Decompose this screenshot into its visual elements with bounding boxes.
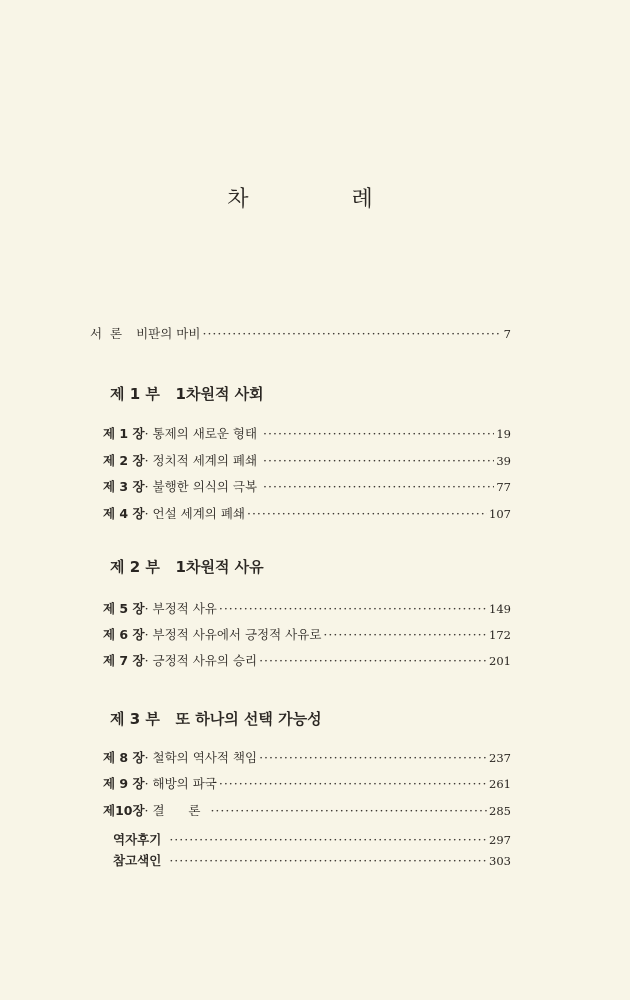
entry-label: 제 1 장 <box>103 426 145 441</box>
dot-leader <box>263 426 494 441</box>
entry-label: 제 3 장 <box>103 479 145 494</box>
entry-label: 제 6 장 <box>103 627 145 642</box>
entry-page: 303 <box>489 854 511 868</box>
entry-title: · 정치적 세계의 폐쇄 <box>144 453 262 468</box>
toc-entry <box>103 651 511 669</box>
part-heading: 제 3 부 또 하나의 선택 가능성 <box>110 710 322 728</box>
entry-page: 19 <box>496 427 511 441</box>
dot-leader <box>169 853 487 868</box>
entry-label: 제 7 장 <box>103 653 145 668</box>
entry-title: · 해방의 파국 <box>144 776 217 791</box>
entry-label: 서 론 <box>90 326 123 341</box>
toc-entry <box>103 424 511 442</box>
entry-label: 제 4 장 <box>103 506 145 521</box>
dot-leader <box>247 506 487 521</box>
toc-entry <box>103 625 511 643</box>
dot-leader <box>263 453 494 468</box>
page-title: 차 례 <box>227 187 421 212</box>
toc-entry <box>103 477 511 495</box>
toc-entry <box>103 599 511 617</box>
entry-label: 역자후기 <box>113 832 162 847</box>
part-heading: 제 1 부 1차원적 사회 <box>110 385 264 403</box>
entry-title: · 통제의 새로운 형태 <box>144 426 262 441</box>
entry-page: 261 <box>489 777 511 791</box>
entry-label: 제10장 <box>103 803 145 818</box>
toc-entry-intro <box>90 324 511 342</box>
entry-title: · 철학의 역사적 책임 <box>144 750 258 765</box>
dot-leader <box>219 776 487 791</box>
entry-page: 149 <box>489 602 511 616</box>
entry-title: 비판의 마비 <box>136 326 201 341</box>
entry-title: · 부정적 사유에서 긍정적 사유로 <box>144 627 322 642</box>
entry-page: 285 <box>489 804 511 818</box>
entry-page: 201 <box>489 654 511 668</box>
part-heading: 제 2 부 1차원적 사유 <box>110 558 264 576</box>
dot-leader <box>263 479 494 494</box>
entry-title: · 부정적 사유 <box>144 601 217 616</box>
entry-page: 77 <box>496 480 511 494</box>
entry-label: 제 8 장 <box>103 750 145 765</box>
entry-page: 297 <box>489 833 511 847</box>
entry-title: · 언설 세계의 폐쇄 <box>144 506 245 521</box>
entry-title: · 결 론 <box>144 803 209 818</box>
toc-entry <box>103 774 511 792</box>
dot-leader <box>202 326 501 341</box>
entry-page: 39 <box>496 454 511 468</box>
dot-leader <box>323 627 487 642</box>
dot-leader <box>259 750 487 765</box>
toc-entry <box>103 504 511 522</box>
toc-entry-index <box>113 851 511 869</box>
toc-entry <box>103 748 511 766</box>
dot-leader <box>169 832 487 847</box>
dot-leader <box>210 803 487 818</box>
entry-label: 제 5 장 <box>103 601 145 616</box>
toc-entry-afterword <box>113 830 511 848</box>
toc-entry <box>103 451 511 469</box>
entry-label: 참고색인 <box>113 853 162 868</box>
entry-title: · 불행한 의식의 극복 <box>144 479 262 494</box>
entry-label: 제 9 장 <box>103 776 145 791</box>
dot-leader <box>259 653 487 668</box>
entry-page: 172 <box>489 628 511 642</box>
dot-leader <box>219 601 487 616</box>
entry-page: 7 <box>503 327 511 341</box>
entry-title: · 긍정적 사유의 승리 <box>144 653 258 668</box>
entry-page: 237 <box>489 751 511 765</box>
toc-entry <box>103 801 511 819</box>
entry-page: 107 <box>489 507 511 521</box>
entry-label: 제 2 장 <box>103 453 145 468</box>
